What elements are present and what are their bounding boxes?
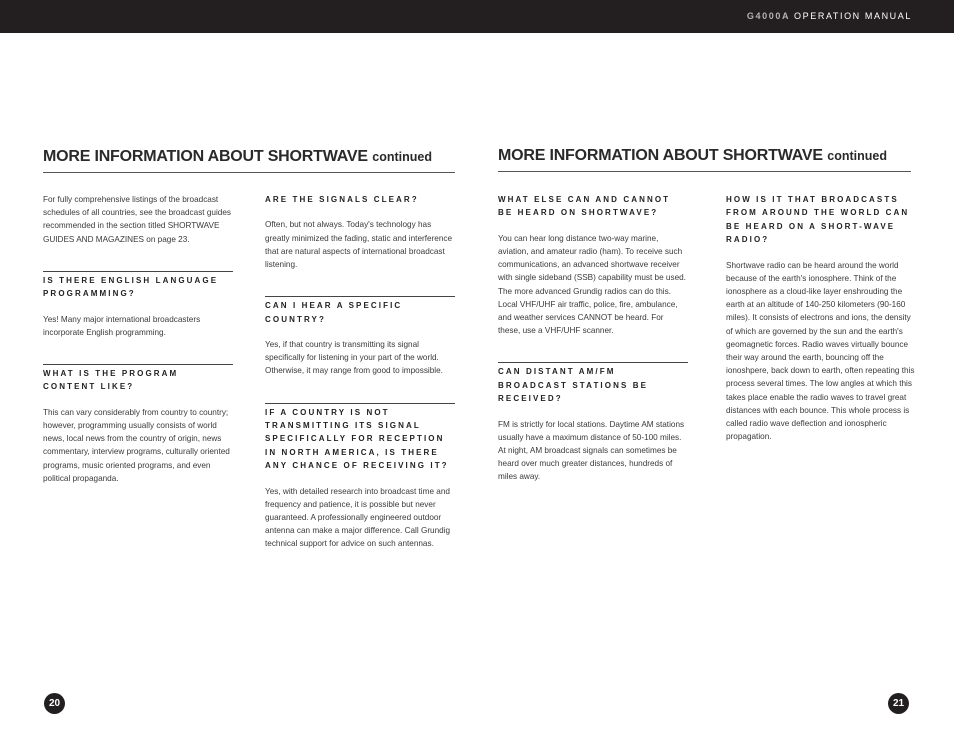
answer-paragraph: You can hear long distance two-way marine, aviation, and amateur radio (ham). To receive such communications, an advanced shortwave receiver with single sideband (SSB) capability must be used. The more advanced Grundig radios can do this. Local VHF/UHF air traffic, police, fire, ambulance, and weather services CANNOT be heard. For these, use a VHF/UHF scanner. <box>498 233 686 336</box>
question-heading: IF A COUNTRY IS NOT TRANSMITTING ITS SIGNAL SPECIFICALLY FOR RECEPTION IN NORTH AMERICA, IS THERE ANY CHANCE OF RECEIVING IT? <box>265 407 449 471</box>
right-page-heading <box>498 147 911 172</box>
right-column-1 <box>498 193 688 484</box>
answer-paragraph: FM is strictly for local stations. Daytime AM stations usually have a maximum distance of 50-100 miles. At night, AM broadcast signals can sometimes be heard over much greater distances, hundreds of miles away. <box>498 419 685 482</box>
question-am-fm <box>498 362 688 405</box>
question-heading: HOW IS IT THAT BROADCASTS FROM AROUND THE WORLD CAN BE HEARD ON A SHORT-WAVE RADIO? <box>726 195 910 245</box>
right-heading-main: MORE INFORMATION ABOUT SHORTWAVE <box>498 147 823 164</box>
question-heading: WHAT IS THE PROGRAM CONTENT LIKE? <box>43 369 179 392</box>
answer-paragraph: Often, but not always. Today's technology has greatly minimized the fading, static and interference that are natural aspects of international broadcast listening. <box>265 220 453 270</box>
question-heading: IS THERE ENGLISH LANGUAGE PROGRAMMING? <box>43 275 219 299</box>
question-english-programming <box>43 271 233 301</box>
right-heading-suffix: continued <box>827 149 888 163</box>
manual-title <box>747 11 912 21</box>
question-heading: WHAT ELSE CAN AND CANNOT BE HEARD ON SHORTWAVE? <box>498 195 671 218</box>
model-name: G4000A <box>746 11 791 21</box>
question-heading: ARE THE SIGNALS CLEAR? <box>265 195 419 204</box>
question-around-world <box>726 193 916 247</box>
right-column-2 <box>726 193 916 443</box>
answer-paragraph: Yes, if that country is transmitting its signal specifically for listening in your part of the world. Otherwise, it may range from good to impossible. <box>265 340 443 376</box>
left-column-2 <box>265 193 455 551</box>
question-signals-clear <box>265 193 455 206</box>
left-heading-main: MORE INFORMATION ABOUT SHORTWAVE <box>43 148 368 165</box>
left-heading-suffix: continued <box>372 150 433 164</box>
question-specific-country <box>265 296 455 326</box>
left-column-1 <box>43 193 233 485</box>
intro-paragraph: For fully comprehensive listings of the broadcast schedules of all countries, see the broadcast guides recommended in the section titled SHORTWAVE GUIDES AND MAGAZINES on page 23. <box>43 195 231 244</box>
header-bar <box>0 0 954 33</box>
answer-paragraph: Yes! Many major international broadcasters incorporate English programming. <box>43 314 201 337</box>
answer-paragraph: Shortwave radio can be heard around the world because of the earth's ionosphere. Think of the ionosphere as a cloud-like layer enshrouding the earth at an altitude of 140-250 kilometers (90-160 miles). It consists of electrons and ions, the density of which are governed by the sun and the earth's geomagnetic forces. Radio waves virtually bounce their way around the earth, bouncing off the ionoshpere, back down to earth, often repeating this process several times. The low angles at which this takes place enable the radio waves to travel great distances with each bounce. This whole process is called radio wave deflection and ionospheric propagation. <box>726 260 915 442</box>
left-page-heading <box>43 148 455 173</box>
question-heading: CAN DISTANT AM/FM BROADCAST STATIONS BE RECEIVED? <box>498 367 649 404</box>
question-not-transmitting <box>265 403 455 473</box>
question-what-else <box>498 193 688 220</box>
question-heading: CAN I HEAR A SPECIFIC COUNTRY? <box>265 301 403 324</box>
page-number-left: 20 <box>44 693 65 714</box>
question-program-content <box>43 364 233 394</box>
answer-paragraph: This can vary considerably from country to country; however, programming usually consists of world news, local news from the country of origin, news commentary, interview programs, culturally oriented programs, music oriented programs, and even political propaganda. <box>43 407 230 483</box>
page-number-right: 21 <box>888 693 909 714</box>
manual-label: OPERATION MANUAL <box>794 11 912 21</box>
answer-paragraph: Yes, with detailed research into broadcast time and frequency and patience, it is possible but never guaranteed. A professionally engineered outdoor antenna can make a major difference. Call Grundig technical support for advice on such antennas. <box>265 486 451 549</box>
